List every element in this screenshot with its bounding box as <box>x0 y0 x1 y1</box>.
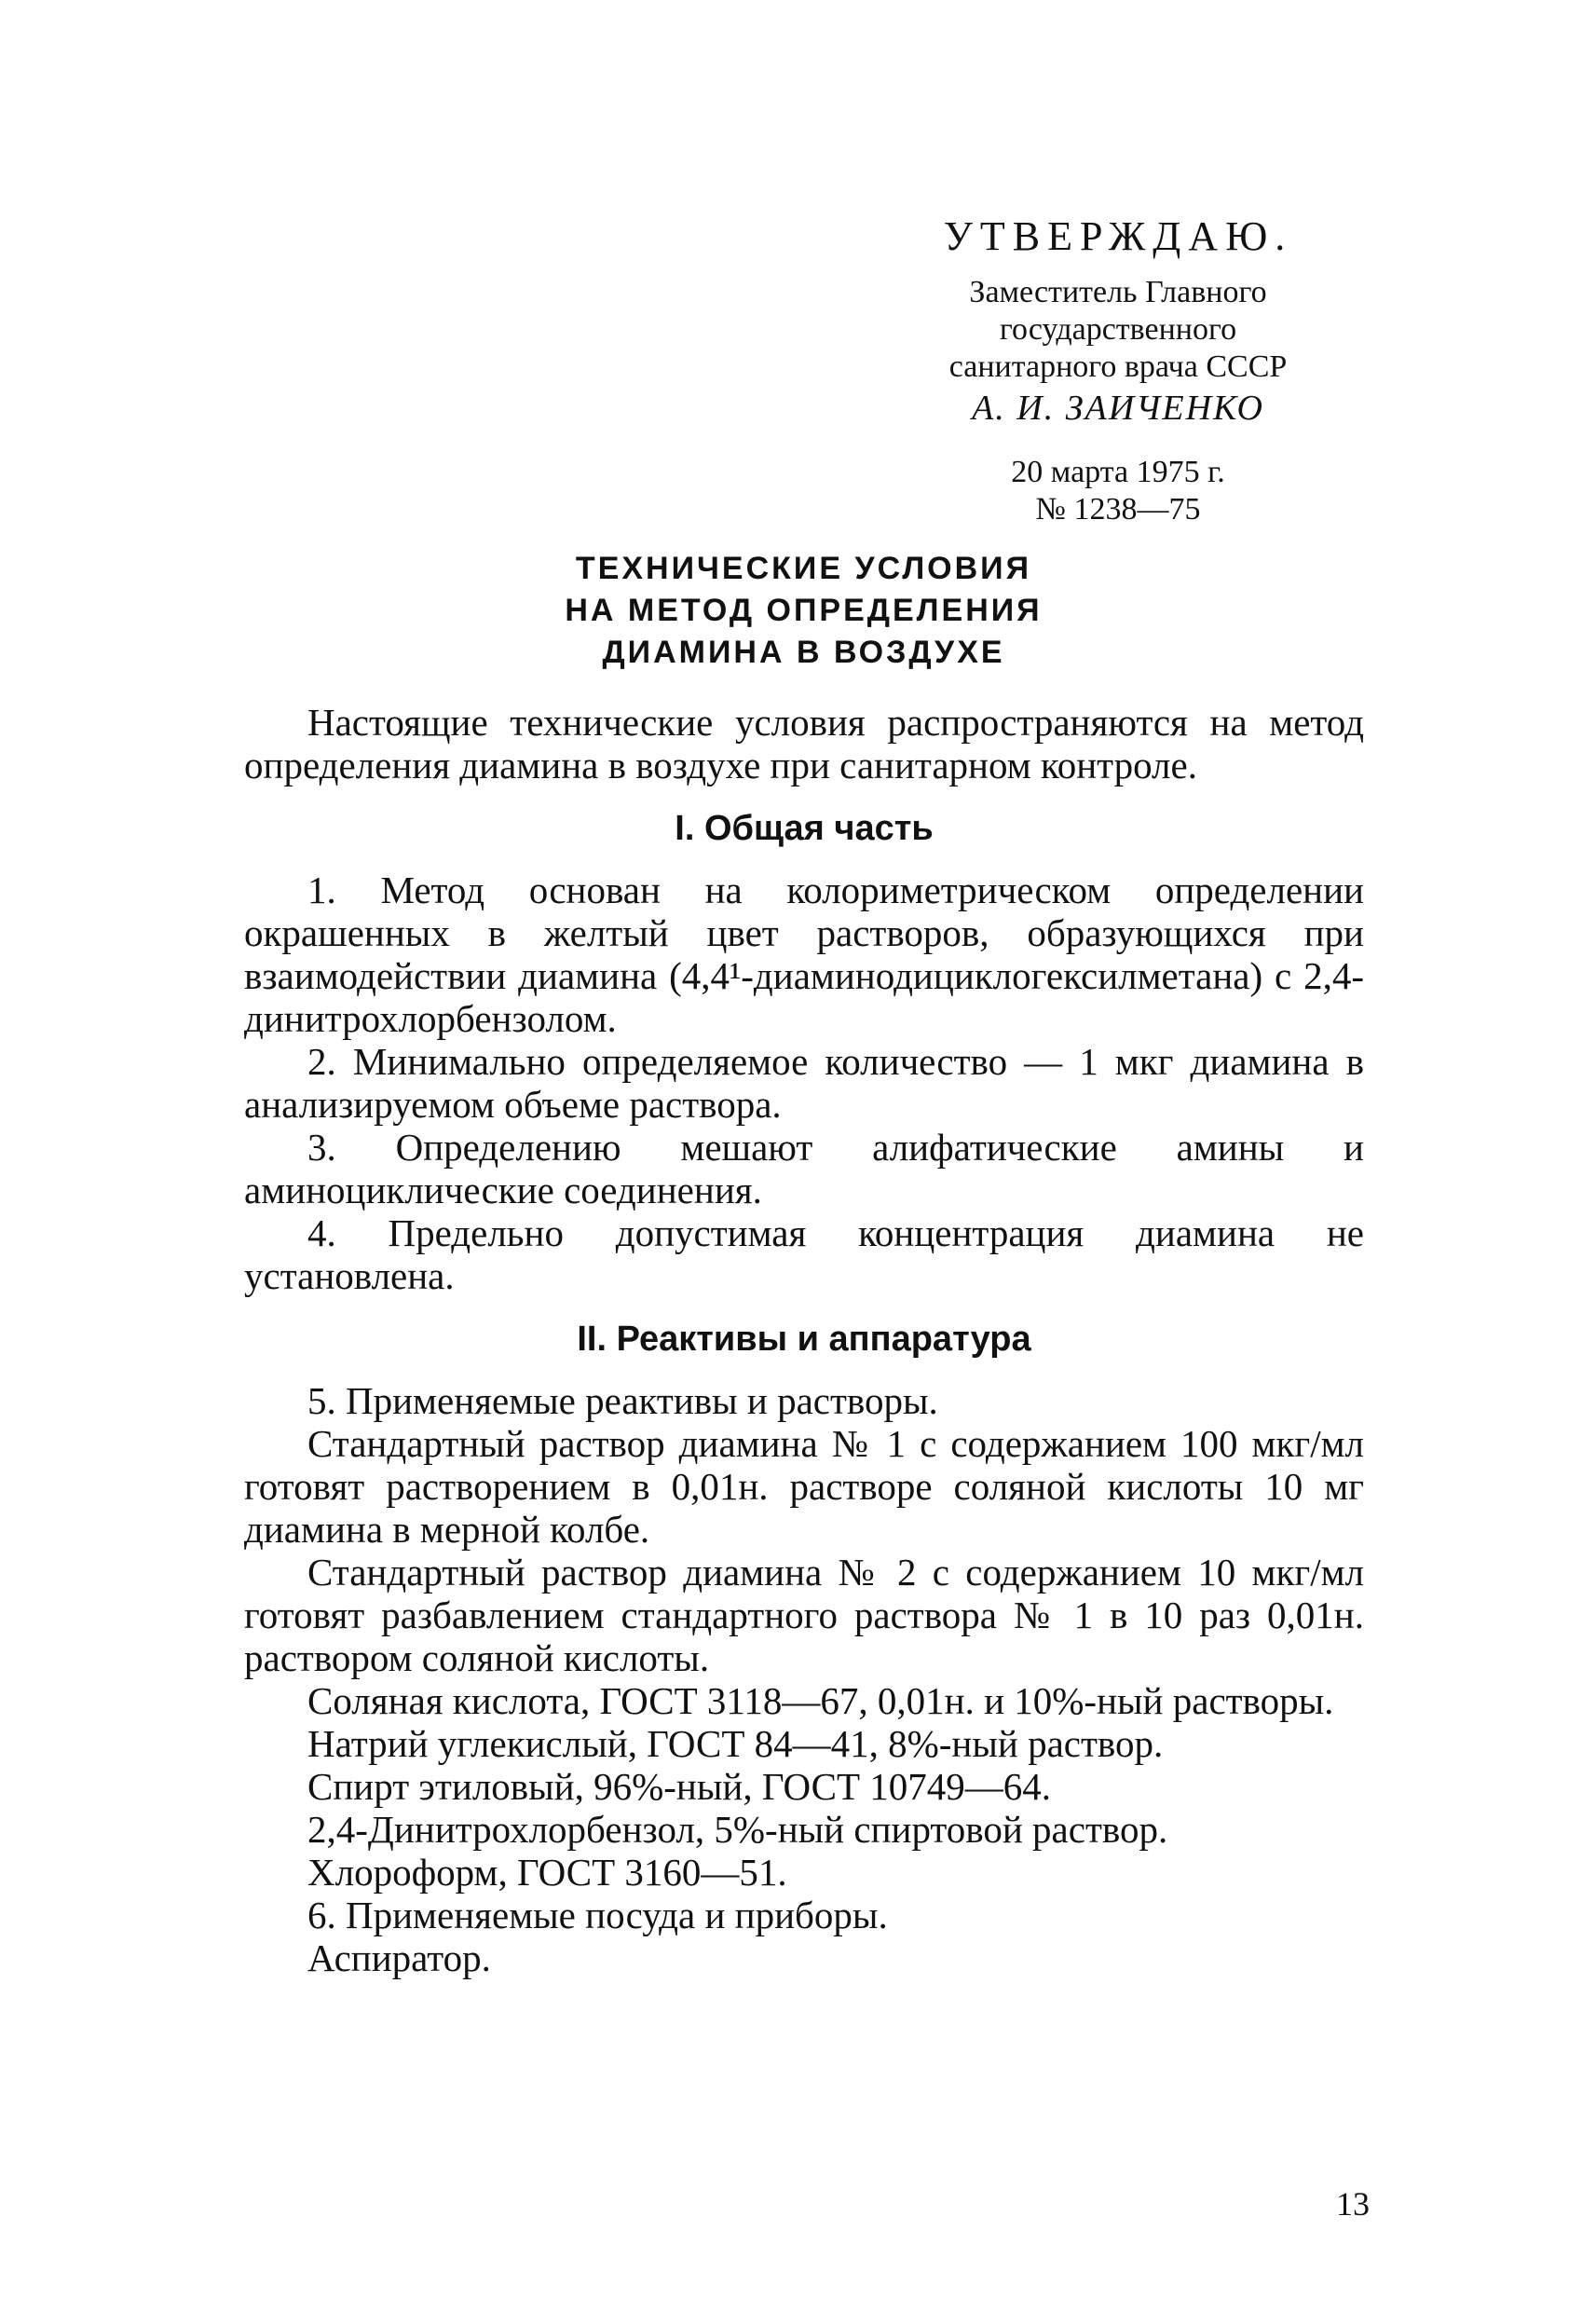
document-body <box>244 701 1364 1979</box>
approval-heading: УТВЕРЖДАЮ. <box>943 213 1293 259</box>
approval-date: 20 марта 1975 г. <box>1011 455 1225 490</box>
title-line2: НА МЕТОД ОПРЕДЕЛЕНИЯ <box>565 592 1043 628</box>
approval-signatory: А. И. ЗАИЧЕНКО <box>972 389 1264 429</box>
intro-paragraph: Настоящие технические условия распространяются на метод определения диамина в воздухе при санитарном контроле. <box>244 701 1364 787</box>
reagent-chloroform: Хлороформ, ГОСТ 3160—51. <box>307 1851 787 1894</box>
page-number: 13 <box>1336 2185 1370 2223</box>
approval-position-line1: Заместитель Главного <box>969 274 1267 309</box>
approval-number: № 1238—75 <box>1035 492 1201 527</box>
section1-item4: 4. Предельно допустимая концентрация диамина не установлена. <box>244 1211 1364 1297</box>
section2-item5: 5. Применяемые реактивы и растворы. <box>307 1379 938 1422</box>
section1-item1: 1. Метод основан на колориметрическом определении окрашенных в желтый цвет растворов, образующихся при взаимодействии диамина (4,4¹-диаминодициклогексилметана) с 2,4-динитрохлорбензолом. <box>244 869 1364 1040</box>
approval-block <box>857 212 1379 528</box>
reagent-ethanol: Спирт этиловый, 96%-ный, ГОСТ 10749—64. <box>307 1765 1052 1808</box>
approval-position-line2: государственного <box>999 312 1237 348</box>
standard-solution-2: Стандартный раствор диамина № 2 с содержанием 10 мкг/мл готовят разбавлением стандартного раствора № 1 в 10 раз 0,01н. раствором соляной кислоты. <box>244 1551 1364 1679</box>
reagent-dinitrochlorobenzene: 2,4-Динитрохлорбензол, 5%-ный спиртовой раствор. <box>307 1808 1168 1851</box>
reagent-sodium-carbonate: Натрий углекислый, ГОСТ 84—41, 8%-ный раствор. <box>307 1722 1164 1765</box>
approval-position-line3: санитарного врача СССР <box>948 349 1288 385</box>
section1-item3: 3. Определению мешают алифатические амины и аминоциклические соединения. <box>244 1126 1364 1211</box>
section1-item2: 2. Минимально определяемое количество — 1 мкг диамина в анализируемом объеме раствора. <box>244 1040 1364 1126</box>
section1-heading: I. Общая часть <box>675 809 934 848</box>
section2-item6: 6. Применяемые посуда и приборы. <box>307 1894 888 1936</box>
equipment-aspirator: Аспиратор. <box>307 1936 491 1979</box>
reagent-hcl: Соляная кислота, ГОСТ 3118—67, 0,01н. и 10%-ный растворы. <box>307 1679 1334 1722</box>
document-title <box>242 548 1365 674</box>
standard-solution-1: Стандартный раствор диамина № 1 с содержанием 100 мкг/мл готовят растворением в 0,01н. растворе соляной кислоты 10 мг диамина в мерной колбе. <box>244 1422 1364 1551</box>
title-line1: ТЕХНИЧЕСКИЕ УСЛОВИЯ <box>575 551 1032 586</box>
section2-heading: II. Реактивы и аппаратура <box>577 1320 1031 1359</box>
title-line3: ДИАМИНА В ВОЗДУХЕ <box>602 634 1005 670</box>
